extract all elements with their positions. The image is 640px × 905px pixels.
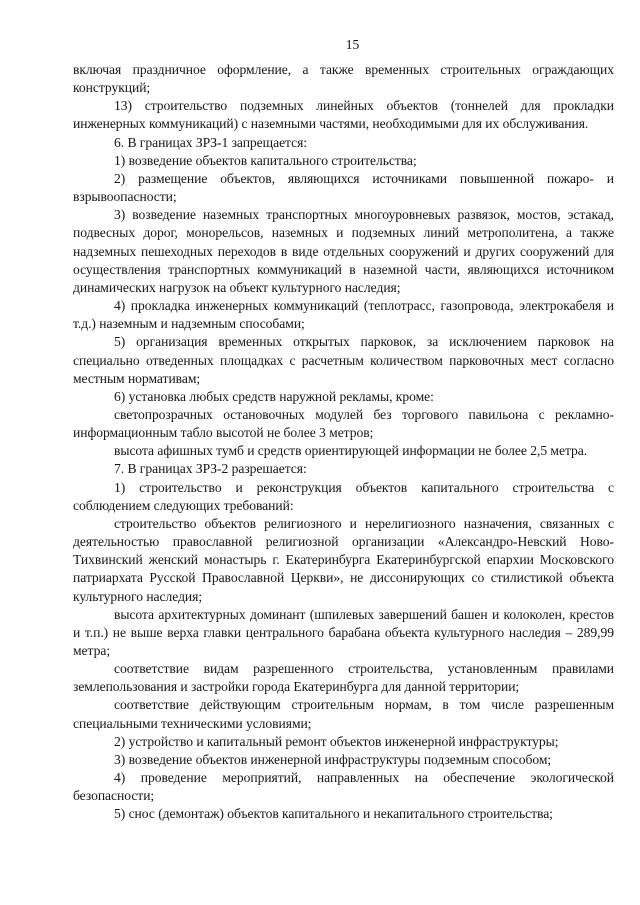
paragraph-6-item-1: 1) возведение объектов капитального строительства; xyxy=(114,152,417,168)
paragraph-item-13: 13) строительство подземных линейных объектов (тоннелей для прокладки инженерных коммуникаций) с наземными частями, необходимыми для их обслуживания. xyxy=(73,98,614,132)
paragraph-continuation: включая праздничное оформление, а также временных строительных ограждающих конструкций; xyxy=(73,62,614,96)
paragraph-7-item-3: 3) возведение объектов инженерной инфраструктуры подземным способом; xyxy=(114,751,552,767)
section-heading-6: 6. В границах ЗРЗ-1 запрещается: xyxy=(114,134,308,150)
paragraph-6-item-6-sub-2: высота афишных тумб и средств ориентирующей информации не более 2,5 метра. xyxy=(114,443,588,459)
section-heading-7: 7. В границах ЗРЗ-2 разрешается: xyxy=(114,461,307,477)
paragraph-6-item-2: 2) размещение объектов, являющихся источниками повышенной пожаро- и взрывоопасности; xyxy=(73,170,614,205)
paragraph-7-item-1-req-3: соответствие видам разрешенного строительства, установленным правилами землепользования и застройки города Екатеринбурга для данной территории; xyxy=(73,661,614,695)
page-number: 15 xyxy=(345,37,360,52)
paragraph-7-item-1: 1) строительство и реконструкция объектов капитального строительства с соблюдением следующих требований: xyxy=(73,479,614,513)
paragraph-7-item-2: 2) устройство и капитальный ремонт объектов инженерной инфраструктуры; xyxy=(114,733,559,749)
paragraph-7-item-5: 5) снос (демонтаж) объектов капитального и некапитального строительства; xyxy=(114,806,553,822)
paragraph-7-item-1-req-2: высота архитектурных доминант (шпилевых завершений башен и колоколен, крестов и т.п.) не выше верха главки центрального барабана объекта культурного наследия – 289,99 метра; xyxy=(73,606,614,658)
document-body xyxy=(73,61,614,824)
paragraph-7-item-1-req-4: соответствие действующим строительным нормам, в том числе разрешенным специальными техническими условиями; xyxy=(73,697,614,731)
paragraph-6-item-6: 6) установка любых средств наружной рекламы, кроме: xyxy=(114,388,434,404)
paragraph-6-item-4: 4) прокладка инженерных коммуникаций (теплотрасс, газопровода, электрокабеля и т.д.) наземным и надземным способами; xyxy=(73,298,614,332)
paragraph-7-item-4: 4) проведение мероприятий, направленных на обеспечение экологической безопасности; xyxy=(73,770,614,804)
paragraph-6-item-6-sub-1: светопрозрачных остановочных модулей без торгового павильона с рекламно-информационным табло высотой не более 3 метров; xyxy=(73,406,614,441)
paragraph-7-item-1-req-1: строительство объектов религиозного и нерелигиозного назначения, связанных с деятельностью православной религиозной организации «Александро-Невский Ново-Тихвинский женский монастырь г. Екатеринбурга Екатеринбургской епархии Московского патриархата Русской Православной Церкви», не диссонирующих со стилистикой объекта культурного наследия; xyxy=(73,515,614,604)
paragraph-6-item-3: 3) возведение наземных транспортных многоуровневых развязок, мостов, эстакад, подвесных дорог, монорельсов, наземных и подземных линий метрополитена, а также надземных пешеходных переходов в виде отдельных сооружений и других сооружений для осуществления транспортных коммуникаций в наземной части, являющихся источником динамических нагрузок на объект культурного наследия; xyxy=(73,207,614,295)
paragraph-6-item-5: 5) организация временных открытых парковок, за исключением парковок на специально отведенных площадках с расчетным количеством парковочных мест согласно местным нормативам; xyxy=(73,334,614,386)
